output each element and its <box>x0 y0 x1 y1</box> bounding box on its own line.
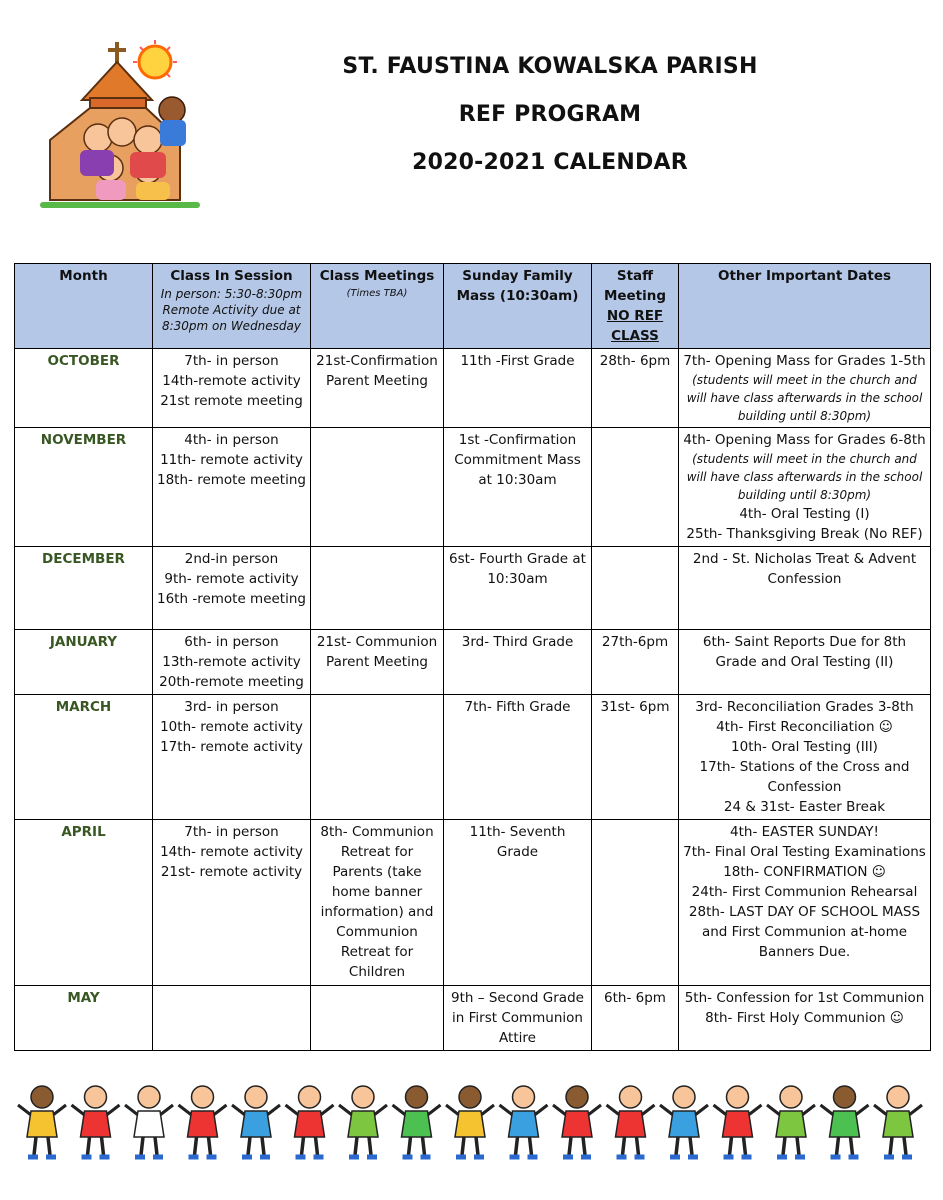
child-figure <box>232 1086 280 1157</box>
other-entry: 4th- First Reconciliation ☺ <box>716 719 893 735</box>
class-entry: 16th -remote meeting <box>157 591 306 607</box>
class-entry: 18th- remote meeting <box>157 472 306 488</box>
meetings-cell <box>311 630 444 695</box>
mass-entry: 3rd- Third Grade <box>461 634 574 650</box>
class-entry: 21st remote meeting <box>160 393 303 409</box>
other-cell <box>679 547 931 630</box>
other-entry: 7th- Opening Mass for Grades 1-5th <box>683 353 926 369</box>
class-entry: 20th-remote meeting <box>159 674 304 690</box>
other-entry: 7th- Final Oral Testing Examinations <box>683 844 926 860</box>
table-row <box>15 695 931 820</box>
staff-entry: 6th- 6pm <box>604 990 666 1006</box>
table-row <box>15 986 931 1051</box>
other-cell <box>679 630 931 695</box>
mass-entry: 11th- Seventh Grade <box>469 824 566 860</box>
other-entry: 3rd- Reconciliation Grades 3-8th <box>695 699 914 715</box>
child-figure <box>339 1086 387 1157</box>
table-row <box>15 820 931 986</box>
meetings-cell <box>311 695 444 820</box>
mass-entry: 1st -Confirmation Commitment Mass at 10:30am <box>454 432 581 488</box>
other-entry: (students will meet in the church and will have class afterwards in the school building until 8:30pm) <box>686 373 923 423</box>
program-title: REF PROGRAM <box>458 102 642 127</box>
calendar-table <box>14 263 931 1051</box>
child-figure <box>607 1086 655 1157</box>
no-ref-class-note: NO REF CLASS <box>606 308 664 344</box>
class-entry: 13th-remote activity <box>162 654 301 670</box>
class-cell <box>153 349 311 428</box>
parish-title: ST. FAUSTINA KOWALSKA PARISH <box>342 54 758 79</box>
mass-cell <box>444 986 592 1051</box>
child-figure <box>714 1086 762 1157</box>
other-entry: 4th- EASTER SUNDAY! <box>730 824 879 840</box>
class-entry: 4th- in person <box>184 432 279 448</box>
church-children-logo <box>40 40 205 215</box>
staff-cell <box>592 547 679 630</box>
table-row <box>15 630 931 695</box>
meetings-entry: 8th- Communion Retreat for Parents (take home banner information) and Communion Retreat for Children <box>320 824 434 980</box>
other-entry: 4th- Oral Testing (I) <box>739 506 870 522</box>
staff-cell <box>592 986 679 1051</box>
mass-entry: 9th – Second Grade in First Communion Attire <box>451 990 584 1046</box>
table-row <box>15 349 931 428</box>
class-entry: 11th- remote activity <box>160 452 303 468</box>
staff-cell <box>592 349 679 428</box>
class-cell <box>153 547 311 630</box>
child-figure <box>179 1086 227 1157</box>
month-cell: JANUARY <box>15 630 153 695</box>
header-class-meetings: Class Meetings (Times TBA) <box>311 264 444 349</box>
month-cell: NOVEMBER <box>15 428 153 547</box>
other-entry: 25th- Thanksgiving Break (No REF) <box>686 526 923 542</box>
class-entry: 14th-remote activity <box>162 373 301 389</box>
class-entry: 21st- remote activity <box>160 864 303 880</box>
children-border <box>14 1075 930 1170</box>
header-other-dates: Other Important Dates <box>679 264 931 349</box>
staff-cell <box>592 820 679 986</box>
mass-entry: 6st- Fourth Grade at 10:30am <box>449 551 586 587</box>
staff-cell <box>592 695 679 820</box>
child-figure <box>660 1086 708 1157</box>
class-entry: 3rd- in person <box>184 699 279 715</box>
class-session-note: In person: 5:30-8:30pm Remote Activity due at 8:30pm on Wednesday <box>160 287 303 333</box>
month-cell: MARCH <box>15 695 153 820</box>
class-entry: 17th- remote activity <box>160 739 303 755</box>
staff-cell <box>592 630 679 695</box>
class-entry: 10th- remote activity <box>160 719 303 735</box>
meetings-entry: 21st-Confirmation Parent Meeting <box>316 353 438 389</box>
header-month: Month <box>15 264 153 349</box>
class-cell <box>153 820 311 986</box>
other-entry: 24th- First Communion Rehearsal <box>691 884 918 900</box>
title-block <box>300 50 800 194</box>
child-figure <box>393 1086 441 1157</box>
header-staff-meeting: Staff Meeting NO REF CLASS <box>592 264 679 349</box>
mass-entry: 11th -First Grade <box>460 353 575 369</box>
class-entry: 9th- remote activity <box>164 571 299 587</box>
other-entry: 18th- CONFIRMATION ☺ <box>723 864 886 880</box>
other-entry: 4th- Opening Mass for Grades 6-8th <box>683 432 926 448</box>
other-cell <box>679 428 931 547</box>
other-entry: (students will meet in the church and will have class afterwards in the school building until 8:30pm) <box>686 452 923 502</box>
other-entry: 2nd - St. Nicholas Treat & Advent Confession <box>692 551 917 587</box>
header-sunday-mass: Sunday Family Mass (10:30am) <box>444 264 592 349</box>
other-entry: 8th- First Holy Communion ☺ <box>705 1010 904 1026</box>
child-figure <box>553 1086 601 1157</box>
other-entry: 10th- Oral Testing (III) <box>731 739 878 755</box>
class-cell <box>153 428 311 547</box>
month-cell: MAY <box>15 986 153 1051</box>
staff-entry: 27th-6pm <box>601 634 669 650</box>
child-figure <box>767 1086 815 1157</box>
child-figure <box>446 1086 494 1157</box>
class-cell <box>153 986 311 1051</box>
child-figure <box>72 1086 120 1157</box>
child-figure <box>18 1086 66 1157</box>
mass-cell <box>444 695 592 820</box>
child-figure <box>821 1086 869 1157</box>
meetings-cell <box>311 820 444 986</box>
class-entry: 7th- in person <box>184 353 279 369</box>
other-entry: 24 & 31st- Easter Break <box>723 799 886 815</box>
table-row <box>15 428 931 547</box>
class-cell <box>153 630 311 695</box>
class-entry: 7th- in person <box>184 824 279 840</box>
mass-cell <box>444 820 592 986</box>
class-entry: 6th- in person <box>184 634 279 650</box>
mass-cell <box>444 547 592 630</box>
staff-entry: 31st- 6pm <box>600 699 670 715</box>
staff-cell <box>592 428 679 547</box>
mass-cell <box>444 630 592 695</box>
header-class-in-session: Class In Session In person: 5:30-8:30pm Remote Activity due at 8:30pm on Wednesday <box>153 264 311 349</box>
class-cell <box>153 695 311 820</box>
other-entry: 6th- Saint Reports Due for 8th Grade and Oral Testing (II) <box>702 634 907 670</box>
class-entry: 14th- remote activity <box>160 844 303 860</box>
other-cell <box>679 695 931 820</box>
mass-entry: 7th- Fifth Grade <box>464 699 571 715</box>
mass-cell <box>444 428 592 547</box>
month-cell: APRIL <box>15 820 153 986</box>
other-cell <box>679 349 931 428</box>
meetings-entry: 21st- Communion Parent Meeting <box>316 634 438 670</box>
calendar-title: 2020-2021 CALENDAR <box>412 150 688 175</box>
meetings-cell <box>311 547 444 630</box>
child-figure <box>125 1086 173 1157</box>
class-entry: 2nd-in person <box>184 551 279 567</box>
month-cell: DECEMBER <box>15 547 153 630</box>
other-entry: 28th- LAST DAY OF SCHOOL MASS and First Communion at-home Banners Due. <box>688 904 921 960</box>
table-row <box>15 547 931 630</box>
table-header-row <box>15 264 931 349</box>
month-cell: OCTOBER <box>15 349 153 428</box>
meetings-note: (Times TBA) <box>346 288 408 299</box>
child-figure <box>500 1086 548 1157</box>
other-entry: 5th- Confession for 1st Communion <box>684 990 925 1006</box>
other-cell <box>679 820 931 986</box>
meetings-cell <box>311 349 444 428</box>
child-figure <box>286 1086 334 1157</box>
other-cell <box>679 986 931 1051</box>
meetings-cell <box>311 428 444 547</box>
mass-cell <box>444 349 592 428</box>
meetings-cell <box>311 986 444 1051</box>
staff-entry: 28th- 6pm <box>599 353 671 369</box>
child-figure <box>874 1086 922 1157</box>
other-entry: 17th- Stations of the Cross and Confession <box>699 759 910 795</box>
